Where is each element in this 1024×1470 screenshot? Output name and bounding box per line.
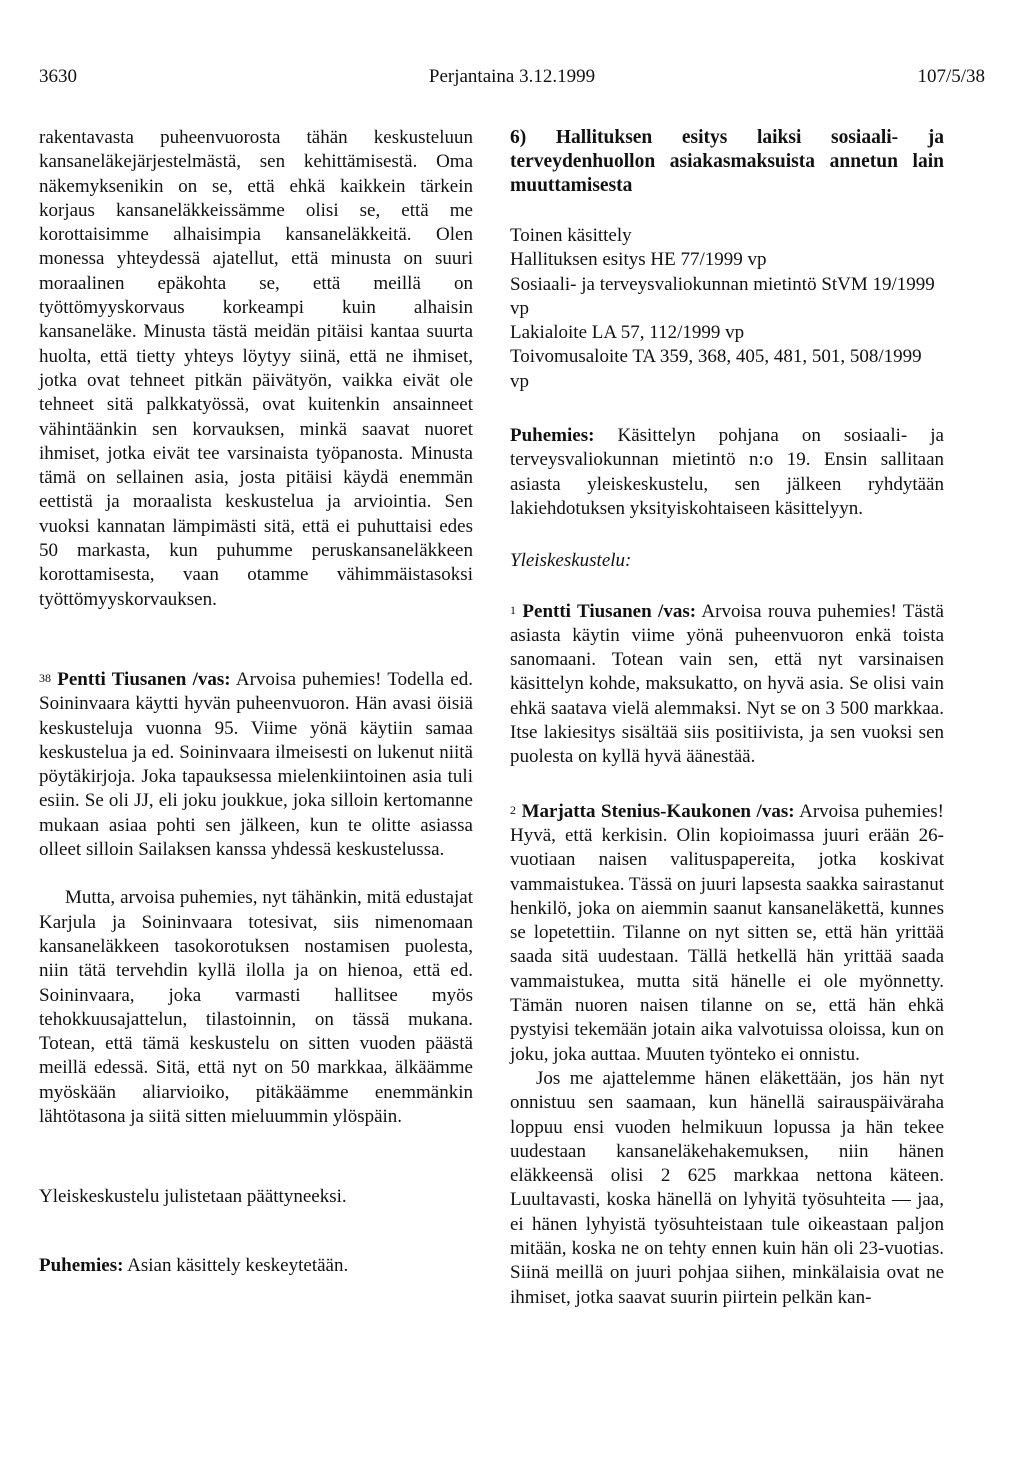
reference-line: Hallituksen esitys HE 77/1999 vp xyxy=(510,249,767,271)
debate-closed-note: Yleiskeskustelu julistetaan päättyneeksi. xyxy=(39,1186,347,1208)
speaker-name: Marjatta Stenius-Kaukonen /vas: xyxy=(521,800,795,822)
left-column xyxy=(39,126,473,1278)
chair-statement xyxy=(39,1254,473,1278)
speech-38-paragraph-2: Mutta, arvoisa puhemies, nyt tähänkin, mitä edustajat Karjula ja Soininvaara totesivat, siis nimenomaan kansaneläkkeen tasokorotuksen nostamisen puolesta, niin tätä tervehdin kyllä ilolla ja on hienoa, että ed. Soininvaara, joka varmasti hallitsee myös tehokkuusajattelun, tilastoinnin, on tässä mukana. Totean, että tämä keskustelu on sitten vuoden päästä meillä edessä. Sitä, että nyt on 50 markkaa, älkäämme myöskään aliarvioiko, pitäkäämme enemmänkin lähtötasona ja siitä sitten mieluummin ylöspäin. xyxy=(39,887,473,1127)
agenda-item-title: 6) Hallituksen esitys laiksi sosiaali- ja terveydenhuollon asiakasmaksuista annetun lain muuttamisesta xyxy=(510,127,944,196)
speech-text: Arvoisa puhemies! Hyvä, että kerkisin. Olin kopioimassa juuri erään 26-vuotiaan naisen valituspapereita, jotka koskivat vammaistukea. Tässä on juuri lapsesta saakka sairastanut henkilö, joka on aiemmin saanut kansaneläkettä, kunnes se lopetettiin. Tilanne on nyt sitten se, että hän yrittää saada sitä uudestaan. Tällä hetkellä hän yrittää saada vammaistukea, mutta sitä hänelle ei ole myönnetty. Tämän nuoren naisen tilanne on se, että hän ehkä pystyisi tekemään jotain aika valvotuissa oloissa, kun on joku, joka auttaa. Muuten työnteko ei onnistu. xyxy=(510,800,944,1065)
session-reference: 107/5/38 xyxy=(917,66,985,87)
right-column xyxy=(510,126,944,1310)
speech-text: Arvoisa puhemies! Todella ed. Soininvaara käytti hyvän puheenvuoron. Hän avasi öisiä keskusteluja vuonna 95. Viime yönä käytiin samaa keskustelua ja ed. Soininvaara ilmeisesti on lukenut niitä pöytäkirjoja. Joka tapauksessa mielenkiintoinen asia tuli esiin. Se oli JJ, eli joku joukkue, joka silloin kertomanne mukaan asiaa pohti sen jälkeen, kun te olitte asiassa olleet silloin Sailaksen kanssa yhdessä keskustelussa. xyxy=(39,668,473,861)
speech-1 xyxy=(510,600,944,770)
chair-label: Puhemies: xyxy=(39,1254,124,1276)
speech-number: 38 xyxy=(39,670,51,685)
continued-speech-text: rakentavasta puheenvuorosta tähän keskusteluun kansaneläkejärjestelmästä, sen kehittämisestä. Oma näkemyksenikin on se, että ehkä kaikkein tärkein korjaus kansaneläkkeissämme olisi se, että me korottaisimme alhaisimpia kansaneläkkeitä. Olen monessa yhteydessä ajatellut, että minusta on suuri moraalinen epäkohta se, että meillä on työttömyyskorvaus korkeampi kuin alhaisin kansaneläke. Minusta tästä meidän pitäisi kantaa suurta huolta, että tietty yhteys löytyy siinä, että ne ihmiset, jotka ovat tehneet pitkän päivätyön, vaikka eivät ole tehneet sitä palkkatyössä, ovat kuitenkin ansainneet vähintäänkin sen korvauksen, minkä saavat nuoret ihmiset, jotka eivät tee varsinaista työpanosta. Minusta tämä on sellainen asia, josta pitäisi käydä enemmän eettistä ja moraalista keskustelua ja arviointia. Sen vuoksi kannatan lämpimästi sitä, että ei puhuttaisi edes 50 markasta, kun puhumme peruskansaneläkkeen korottamisesta, vaan otamme vähimmäistasoksi työttömyyskorvauksen. xyxy=(39,127,473,610)
speech-2 xyxy=(510,800,944,1067)
page-number: 3630 xyxy=(39,66,77,87)
speaker-name: Pentti Tiusanen /vas: xyxy=(57,668,231,690)
speech-text: Arvoisa rouva puhemies! Tästä asiasta käytin viime yönä puheenvuoron enkä toista sanomaani. Totean vain sen, että nyt varsinaisen käsittelyn kohde, maksukatto, on hyvä asia. Se olisi vain ehkä saatava vielä alemmaksi. Nyt se on 3 500 markkaa. Itse lakiesitys sisältää siis positiivista, ja sen vuoksi sen puolesta on kyllä hyvä äänestää. xyxy=(510,600,944,768)
speech-number: 1 xyxy=(510,602,516,617)
chair-label: Puhemies: xyxy=(510,425,595,447)
speech-2-paragraph-2: Jos me ajattelemme hänen eläkettään, jos hän nyt onnistuu sen saamaan, kun hänellä sairauspäiväraha loppuu ensi vuoden helmikuun lopussa ja hän tekee uudestaan kansaneläkehakemuksen, niin hänen eläkkeensä olisi 2 625 markkaa nettona käteen. Luultavasti, koska hänellä on lyhyitä työsuhteita — jaa, ei hänen lyhyistä työsuhteistaan tule oikeastaan paljon mitään, koska ne on tehty ennen kuin hän oli 23-vuotias. Siinä meillä on juuri pohjaa siihen, minkälaisia ovat ne ihmiset, jotka saavat suurin piirtein pelkän kan- xyxy=(510,1067,944,1308)
chair-text: Asian käsittely keskeytetään. xyxy=(123,1254,349,1276)
general-debate-heading: Yleiskeskustelu: xyxy=(510,550,632,572)
reference-line: Lakialoite LA 57, 112/1999 vp xyxy=(510,322,745,344)
speaker-name: Pentti Tiusanen /vas: xyxy=(522,600,697,622)
chair-text: Käsittelyn pohjana on sosiaali- ja terveysvaliokunnan mietintö n:o 19. Ensin sallitaan asiasta yleiskeskustelu, sen jälkeen ryhdytään lakiehdotuksen yksityiskohtaiseen käsittelyyn. xyxy=(510,425,944,519)
session-date: Perjantaina 3.12.1999 xyxy=(428,66,596,87)
speech-number: 2 xyxy=(510,802,516,817)
speech-38 xyxy=(39,668,473,862)
reference-line: Toinen käsittely xyxy=(510,225,632,246)
chair-statement xyxy=(510,424,944,521)
document-references xyxy=(510,224,944,394)
reference-line: Toivomusaloite TA 359, 368, 405, 481, 501, 508/1999 vp xyxy=(510,346,922,392)
reference-line: Sosiaali- ja terveysvaliokunnan mietintö StVM 19/1999 vp xyxy=(510,273,935,319)
page-header xyxy=(39,66,985,92)
